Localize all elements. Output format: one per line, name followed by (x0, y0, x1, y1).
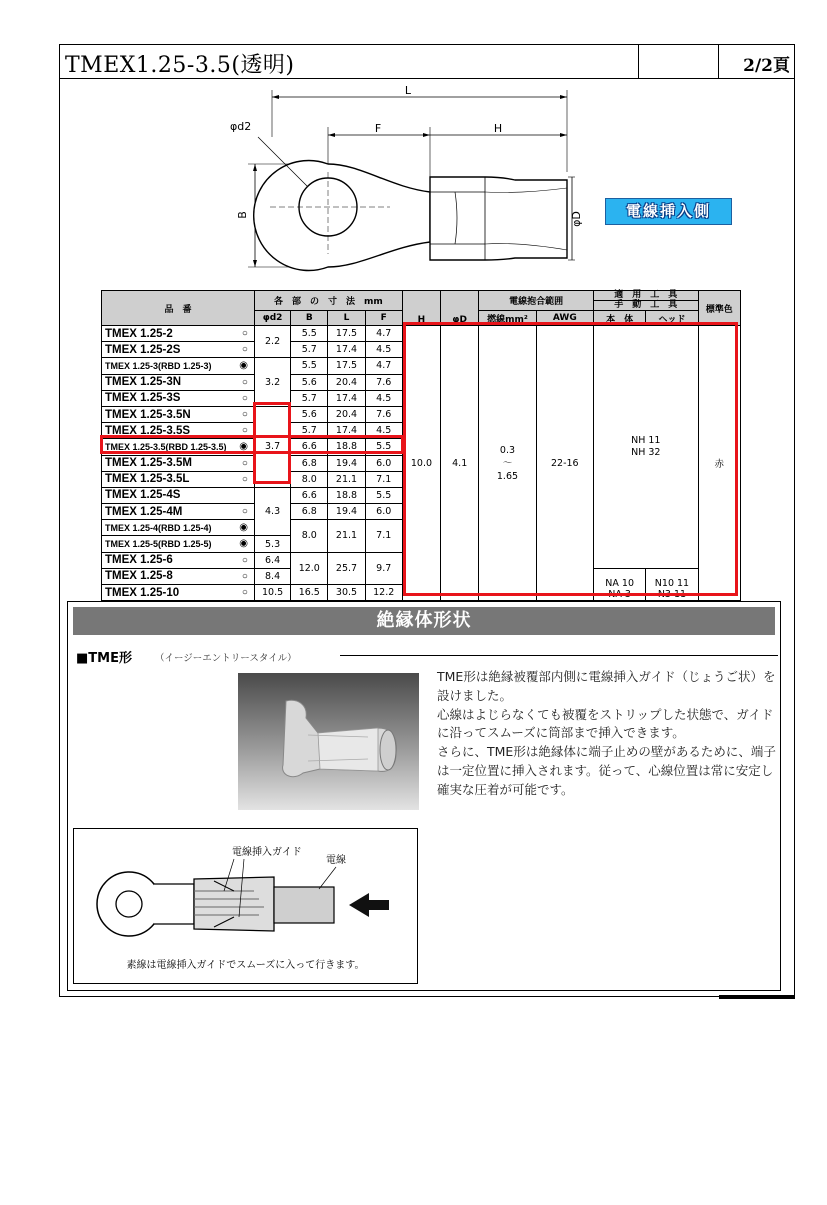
F-cell: 6.0 (365, 455, 402, 471)
tool-main-1: NH 11 (631, 434, 661, 446)
F-cell: 12.2 (365, 585, 402, 601)
tool-main-2: NH 32 (631, 446, 661, 458)
th-head: ヘッド (646, 311, 698, 326)
th-F: F (365, 311, 402, 326)
awg-cell: 22-16 (536, 326, 593, 601)
B-cell: 6.8 (291, 455, 328, 471)
F-cell: 6.0 (365, 504, 402, 520)
L-cell: 21.1 (328, 520, 365, 552)
B-cell: 16.5 (291, 585, 328, 601)
dim-F-label: F (374, 122, 382, 135)
part-number (102, 471, 255, 487)
th-mm2: 撚線mm² (479, 311, 536, 326)
F-cell: 4.5 (365, 390, 402, 406)
part-number (102, 536, 255, 552)
B-cell: 5.7 (291, 390, 328, 406)
d2-cell: 8.4 (254, 568, 290, 584)
row-mark: ○ (241, 392, 248, 404)
B-cell: 5.6 (291, 406, 328, 422)
part-number (102, 374, 255, 390)
th-tool-sub-text: 手 動 工 具 (594, 300, 698, 310)
th-tool (593, 291, 698, 311)
sub-heading: ■TME形 (76, 651, 132, 666)
F-cell: 4.7 (365, 326, 402, 342)
mm2-bottom: 1.65 (496, 470, 519, 482)
diagram-label-guide: 電線挿入ガイド (232, 847, 302, 858)
row-mark: ○ (241, 408, 248, 420)
L-cell: 19.4 (328, 455, 365, 471)
F-cell: 5.5 (365, 439, 402, 455)
F-cell: 7.6 (365, 374, 402, 390)
B-cell: 6.6 (291, 487, 328, 503)
description-paragraph: 心線はよじらなくても被覆をストリップした状態で、ガイドに沿ってスムーズに筒部まで挿入できます。 (437, 706, 774, 741)
L-cell: 19.4 (328, 504, 365, 520)
part-number-text: TMEX 1.25-3(RBD 1.25-3) (105, 360, 212, 371)
F-cell: 5.5 (365, 487, 402, 503)
part-number-text: TMEX 1.25-4(RBD 1.25-4) (105, 522, 212, 533)
part-number-text: TMEX 1.25-3N (105, 376, 182, 389)
H-cell: 10.0 (402, 326, 440, 601)
row-mark: ○ (241, 587, 248, 598)
part-number-text: TMEX 1.25-8 (105, 570, 173, 583)
B-cell: 5.5 (291, 358, 328, 374)
tool-n-1: N10 11 (654, 578, 690, 590)
insertion-diagram (73, 828, 418, 984)
row-mark: ○ (241, 554, 248, 566)
part-number (102, 504, 255, 520)
part-number-text: TMEX 1.25-3.5M (105, 457, 192, 470)
part-number-text: TMEX 1.25-5(RBD 1.25-5) (105, 539, 212, 550)
th-B: B (291, 311, 328, 326)
d2-cell: 10.5 (254, 585, 290, 601)
dim-B-label: B (236, 211, 249, 219)
mm2-mid: 〜 (502, 457, 513, 469)
part-number (102, 552, 255, 568)
highlight-box-common (403, 322, 738, 596)
row-mark: ◉ (239, 522, 248, 534)
B-cell: 6.8 (291, 504, 328, 520)
color-cell: 赤 (698, 326, 740, 601)
th-wire: 電線抱合範囲 (479, 291, 594, 311)
terminal-photo (238, 673, 419, 810)
row-mark: ○ (241, 457, 248, 469)
terminal-photo-svg (238, 673, 419, 810)
part-number-text: TMEX 1.25-3.5N (105, 408, 191, 421)
B-cell: 5.7 (291, 423, 328, 439)
th-body: 本 体 (593, 311, 645, 326)
B-cell: 5.7 (291, 342, 328, 358)
part-number (102, 358, 255, 374)
th-L: L (328, 311, 365, 326)
part-number-text: TMEX 1.25-2S (105, 343, 181, 356)
row-mark: ○ (241, 473, 248, 485)
th-part: 品 番 (102, 291, 255, 326)
L-cell: 17.5 (328, 358, 365, 374)
d2-cell: 3.7 (254, 406, 290, 487)
dim-d2-label: φd2 (230, 120, 252, 133)
sub-heading-note: （イージーエントリースタイル） (155, 653, 297, 664)
footer-bar (719, 995, 795, 999)
row-mark: ◉ (239, 441, 248, 453)
F-cell: 9.7 (365, 552, 402, 584)
part-number-text: TMEX 1.25-2 (105, 327, 173, 340)
part-number (102, 390, 255, 406)
d2-cell: 3.2 (254, 358, 290, 407)
mm2-top: 0.3 (499, 444, 516, 456)
F-cell: 4.5 (365, 342, 402, 358)
part-number (102, 342, 255, 358)
th-H: H (402, 291, 440, 326)
th-dims: 各 部 の 寸 法 mm (254, 291, 402, 311)
part-number-text: TMEX 1.25-10 (105, 586, 180, 599)
L-cell: 30.5 (328, 585, 365, 601)
tool-na-1: NA 10 (605, 578, 634, 590)
th-awg: AWG (536, 311, 593, 326)
terminal-drawing (230, 82, 583, 282)
row-mark: ○ (241, 425, 248, 437)
tool-na-2: NA 3 (608, 589, 631, 601)
part-number (102, 568, 255, 584)
dim-L-label: L (404, 84, 412, 97)
sub-heading-rule (340, 655, 778, 656)
th-D: φD (441, 291, 479, 326)
terminal-drawing-svg (230, 82, 583, 282)
d2-cell: 4.3 (254, 487, 290, 536)
part-number (102, 520, 255, 536)
F-cell: 4.7 (365, 358, 402, 374)
section-title: 絶縁体形状 (73, 607, 775, 635)
row-mark: ○ (241, 344, 248, 356)
row-mark: ○ (241, 376, 248, 388)
F-cell: 7.6 (365, 406, 402, 422)
description-paragraph: TME形は絶縁被覆部内側に電線挿入ガイド（じょうご状）を設けました。 (437, 669, 776, 703)
row-mark: ○ (241, 328, 248, 339)
tool-n-2: N3 11 (657, 589, 687, 601)
part-number-text: TMEX 1.25-3.5(RBD 1.25-3.5) (105, 441, 227, 452)
part-number-text: TMEX 1.25-4S (105, 489, 181, 502)
document-title: TMEX1.25-3.5(透明) (65, 53, 295, 78)
B-cell: 12.0 (291, 552, 328, 584)
part-number-text: TMEX 1.25-3.5S (105, 424, 191, 437)
L-cell: 25.7 (328, 552, 365, 584)
d2-cell: 2.2 (254, 326, 290, 358)
B-cell: 5.6 (291, 374, 328, 390)
description-paragraph: さらに、TME形は絶縁体に端子止めの壁があるために、端子は一定位置に挿入されます。従って、心線位置は常に安定し確実な圧着が可能です。 (437, 744, 776, 797)
L-cell: 21.1 (328, 471, 365, 487)
header (60, 45, 794, 79)
B-cell: 8.0 (291, 471, 328, 487)
th-tool-text: 適 用 工 具 (614, 290, 678, 300)
row-mark: ○ (241, 570, 248, 582)
L-cell: 17.4 (328, 423, 365, 439)
th-color: 標準色 (698, 291, 740, 326)
B-cell: 8.0 (291, 520, 328, 552)
part-number (102, 455, 255, 471)
F-cell: 4.5 (365, 423, 402, 439)
F-cell: 7.1 (365, 471, 402, 487)
part-number-text: TMEX 1.25-3.5L (105, 473, 190, 486)
part-number (102, 585, 255, 601)
th-d2: φd2 (254, 311, 290, 326)
page-number: 2/2頁 (743, 56, 790, 76)
L-cell: 17.4 (328, 342, 365, 358)
L-cell: 20.4 (328, 374, 365, 390)
L-cell: 17.4 (328, 390, 365, 406)
L-cell: 20.4 (328, 406, 365, 422)
d2-cell: 6.4 (254, 552, 290, 568)
L-cell: 17.5 (328, 326, 365, 342)
part-number (102, 487, 255, 503)
part-number (102, 326, 255, 342)
diagram-label-wire: 電線 (326, 855, 346, 866)
header-empty-cell (638, 45, 719, 78)
d2-cell: 5.3 (254, 536, 290, 552)
description (437, 668, 779, 800)
part-number-text: TMEX 1.25-4M (105, 505, 183, 518)
F-cell: 7.1 (365, 520, 402, 552)
part-number-text: TMEX 1.25-6 (105, 554, 173, 567)
diagram-caption: 素線は電線挿入ガイドでスムーズに入って行きます。 (126, 960, 365, 971)
row-mark: ◉ (239, 538, 248, 550)
part-number-text: TMEX 1.25-3S (105, 392, 181, 405)
B-cell: 6.6 (291, 439, 328, 455)
D-cell: 4.1 (441, 326, 479, 601)
wire-insertion-side-badge: 電線挿入側 (605, 198, 732, 225)
B-cell: 5.5 (291, 326, 328, 342)
row-mark: ◉ (239, 360, 248, 372)
part-number (102, 406, 255, 422)
L-cell: 18.8 (328, 439, 365, 455)
highlight-box-row (100, 435, 404, 454)
dim-H-label: H (493, 122, 503, 135)
L-cell: 18.8 (328, 487, 365, 503)
dim-D-label: φD (570, 211, 583, 227)
row-mark: ○ (241, 506, 248, 518)
